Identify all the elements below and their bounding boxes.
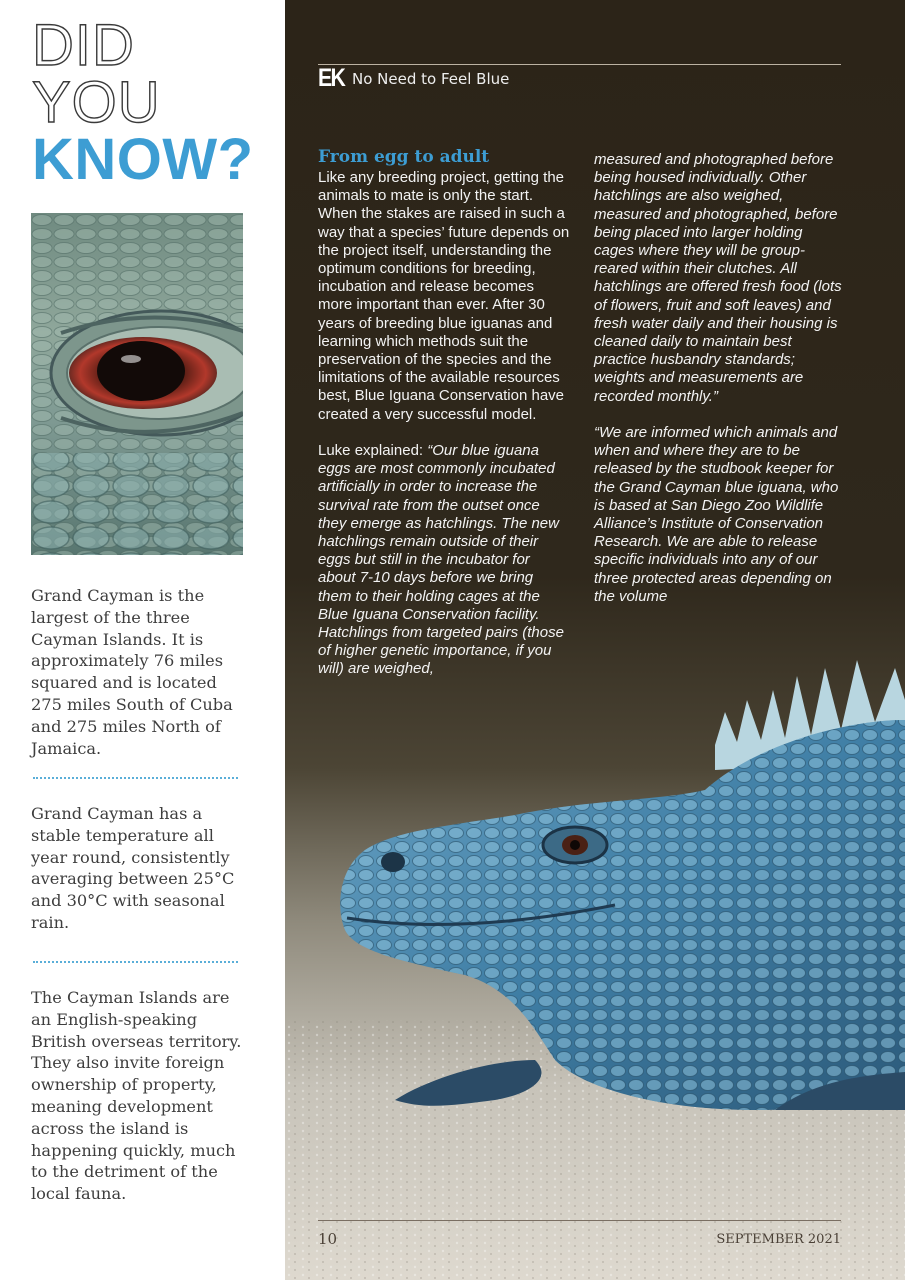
magazine-logo: EK	[318, 64, 345, 92]
header-rule	[318, 64, 841, 65]
dotted-divider	[33, 961, 238, 963]
footer-rule	[318, 1220, 841, 1221]
quote-text: “Our blue iguana eggs are most commonly incubated artificially in order to increase the survival rate from the outset once they emerge as hatchlings. The new hatchlings remain outside of their eggs but still in the incubator for about 7-10 days before we bring them to their holding cages at the Blue Iguana Conservation facility. Hatchlings from targeted pairs (those of higher genetic importance, if you will) are weighed,	[318, 442, 564, 678]
heading-did: DID	[32, 13, 135, 78]
iguana-eye-photo	[31, 213, 243, 555]
article-column-1	[318, 169, 570, 679]
heading-you: YOU	[32, 70, 161, 135]
article-paragraph: measured and photographed before being housed individually. Other hatchlings are also weighed, measured and photographed, before being placed into larger holding cages where they will be group-reared within their clutches. All hatchlings are offered fresh food (lots of flowers, fruit and soft leaves) and fresh water daily and their housing is cleaned daily to maintain best practice husbandry standards; weights and measurements are recorded monthly.”	[594, 151, 842, 405]
article-column-2	[594, 151, 844, 606]
issue-date: SEPTEMBER 2021	[716, 1232, 841, 1247]
section-title: No Need to Feel Blue	[352, 70, 510, 88]
article-paragraph: “We are informed which animals and when and where they are to be released by the studbook keeper for the Grand Cayman blue iguana, who is based at San Diego Zoo Wildlife Alliance’s Institute of Conservation Research. We are able to release specific individuals into any of our three protected areas depending on the volume	[594, 424, 839, 605]
fact-size-location: Grand Cayman is the largest of the three Cayman Islands. It is approximately 76 miles squared and is located 275 miles South of Cuba and 275 miles North of Jamaica.	[31, 586, 233, 758]
fact-territory: The Cayman Islands are an English-speaking British overseas territory. They also invite foreign ownership of property, meaning development across the island is happening quickly, much to the detriment of the local fauna.	[31, 988, 242, 1204]
heading-know: KNOW?	[32, 127, 254, 192]
fact-temperature: Grand Cayman has a stable temperature all year round, consistently averaging between 25°C and 30°C with seasonal rain.	[31, 804, 235, 932]
dotted-divider	[33, 777, 238, 779]
quote-lead: Luke explained:	[318, 442, 428, 460]
article-paragraph: Like any breeding project, getting the animals to mate is only the start. When the stakes are raised in such a way that a species’ future depends on the project itself, understanding the optimum conditions for breeding, incubation and release becomes more important than ever. After 30 years of breeding blue iguanas and learning which methods suit the preservation of the species and the limitations of the available resources best, Blue Iguana Conservation have created a very successful model.	[318, 169, 570, 423]
article-paragraph	[318, 442, 570, 679]
article-subhead: From egg to adult	[318, 147, 490, 167]
sidebar	[0, 0, 285, 1280]
page-number: 10	[318, 1230, 338, 1248]
